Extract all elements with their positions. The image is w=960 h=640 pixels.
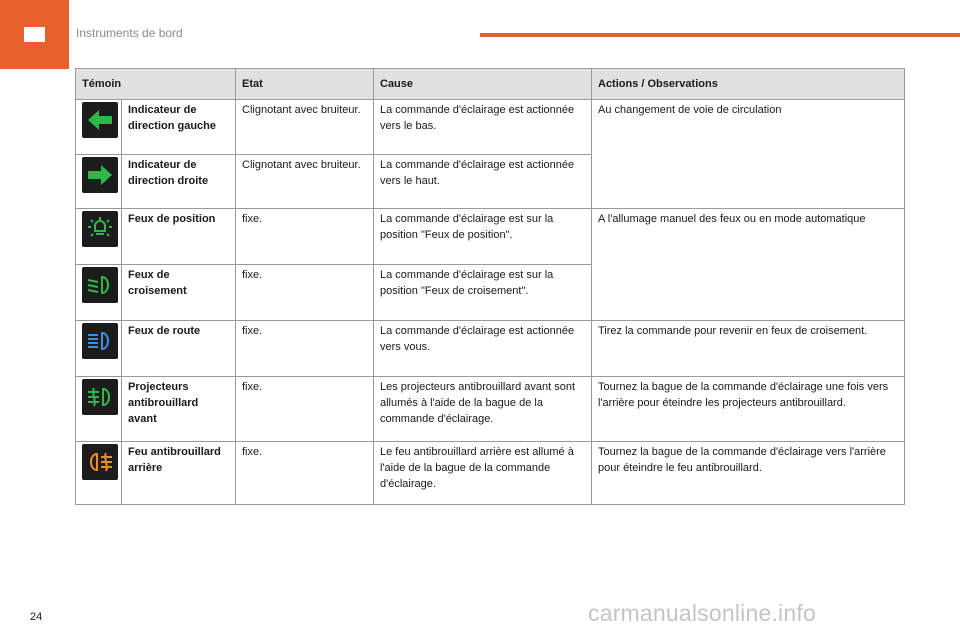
row-cause: La commande d'éclairage est sur la position "Feux de position".	[374, 209, 592, 265]
page-header-title: Instruments de bord	[76, 26, 183, 40]
column-header-cause: Cause	[374, 69, 592, 100]
table-header-row	[76, 69, 905, 100]
icon-cell	[76, 321, 122, 377]
row-cause: Le feu antibrouillard arrière est allumé à l'aide de la bague de la commande d'éclairage.	[374, 442, 592, 505]
row-action: Tournez la bague de la commande d'éclairage une fois vers l'arrière pour éteindre les projecteurs antibrouillard.	[592, 377, 905, 442]
row-cause: La commande d'éclairage est actionnée vers le haut.	[374, 155, 592, 209]
icon-cell	[76, 265, 122, 321]
column-header-actions: Actions / Observations	[592, 69, 905, 100]
row-action: Tirez la commande pour revenir en feux de croisement.	[592, 321, 905, 377]
row-state: fixe.	[236, 377, 374, 442]
table-row	[76, 209, 905, 265]
row-cause: La commande d'éclairage est actionnée vers vous.	[374, 321, 592, 377]
icon-cell	[76, 377, 122, 442]
icon-cell	[76, 155, 122, 209]
section-tab-mark	[24, 27, 45, 42]
right-arrow-icon	[82, 157, 118, 193]
main-beam-icon	[82, 323, 118, 359]
row-cause: La commande d'éclairage est sur la position "Feux de croisement".	[374, 265, 592, 321]
row-state: Clignotant avec bruiteur.	[236, 155, 374, 209]
rear-fog-icon	[82, 444, 118, 480]
row-cause: La commande d'éclairage est actionnée vers le bas.	[374, 100, 592, 155]
row-state: fixe.	[236, 265, 374, 321]
row-name: Indicateur de direction droite	[122, 155, 236, 209]
page-number: 24	[30, 611, 43, 623]
row-state: fixe.	[236, 321, 374, 377]
column-header-temoin: Témoin	[76, 69, 236, 100]
section-tab	[0, 0, 69, 69]
table-row	[76, 442, 905, 505]
warning-lights-table	[75, 68, 905, 505]
header-rule	[480, 33, 960, 37]
icon-cell	[76, 209, 122, 265]
front-fog-icon	[82, 379, 118, 415]
position-lights-icon	[82, 211, 118, 247]
watermark: carmanualsonline.info	[588, 600, 816, 626]
row-cause: Les projecteurs antibrouillard avant sont allumés à l'aide de la bague de la commande d'éclairage.	[374, 377, 592, 442]
row-state: fixe.	[236, 209, 374, 265]
table-row	[76, 100, 905, 155]
row-state: fixe.	[236, 442, 374, 505]
icon-cell	[76, 442, 122, 505]
column-header-etat: Etat	[236, 69, 374, 100]
row-name: Projecteurs antibrouillard avant	[122, 377, 236, 442]
table-row	[76, 321, 905, 377]
row-state: Clignotant avec bruiteur.	[236, 100, 374, 155]
row-name: Feux de croisement	[122, 265, 236, 321]
row-action: Tournez la bague de la commande d'éclairage vers l'arrière pour éteindre le feu antibrouillard.	[592, 442, 905, 505]
table-row	[76, 377, 905, 442]
row-name: Feu antibrouillard arrière	[122, 442, 236, 505]
dipped-beam-icon	[82, 267, 118, 303]
row-action: Au changement de voie de circulation	[592, 100, 905, 209]
row-action: A l'allumage manuel des feux ou en mode automatique	[592, 209, 905, 321]
row-name: Feux de route	[122, 321, 236, 377]
icon-cell	[76, 100, 122, 155]
left-arrow-icon	[82, 102, 118, 138]
row-name: Indicateur de direction gauche	[122, 100, 236, 155]
row-name: Feux de position	[122, 209, 236, 265]
